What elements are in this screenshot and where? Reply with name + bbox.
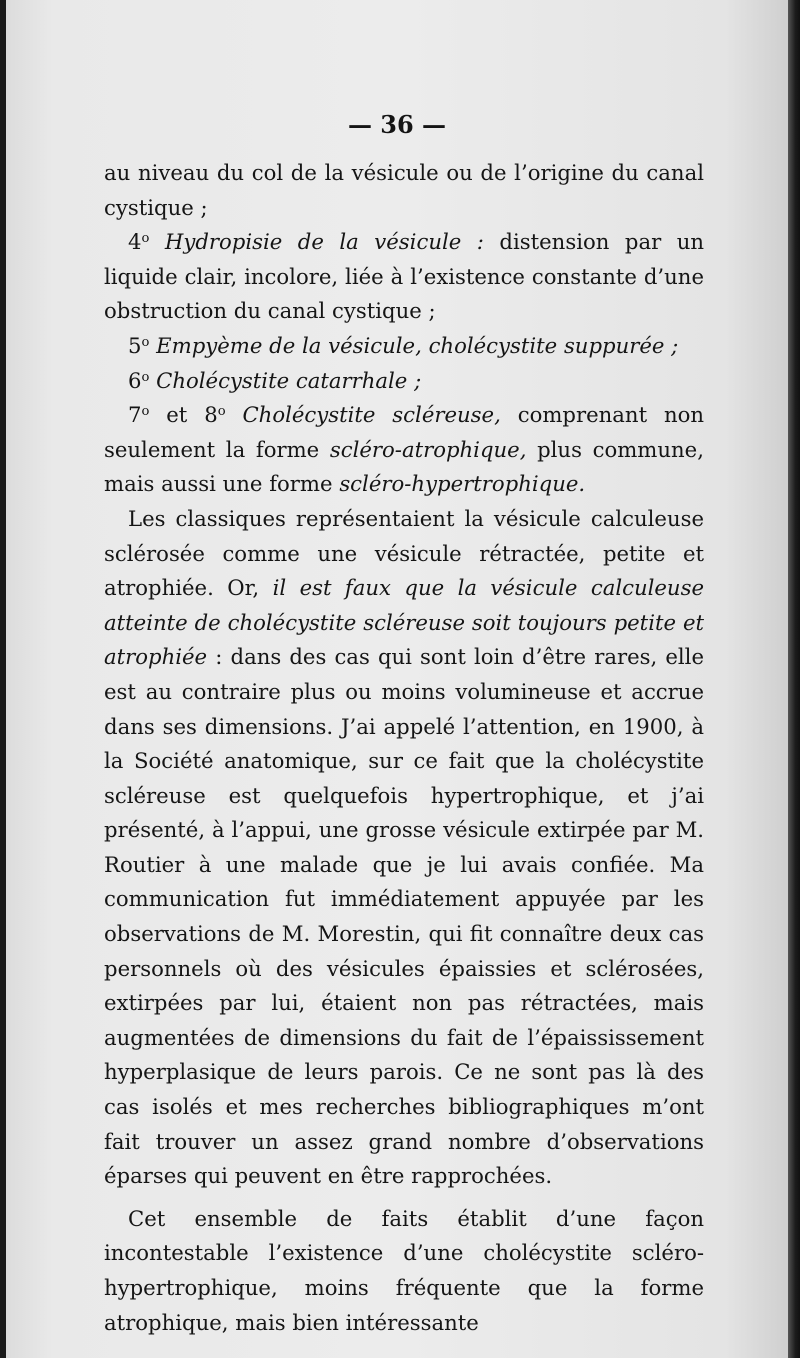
page-edge-shadow xyxy=(788,0,800,1358)
item-6-title: Cholécystite catarrhale ; xyxy=(156,367,422,393)
item-4-number: 4 xyxy=(128,229,142,255)
item-5-ordinal: o xyxy=(141,334,150,350)
item-4 xyxy=(104,225,704,329)
paragraph-classics xyxy=(104,502,704,1194)
continued-line: au niveau du col de la vésicule ou de l’origine du canal cystique ; xyxy=(104,160,704,220)
item-6-number: 6 xyxy=(128,367,142,393)
item-5-title: Empyème de la vésicule, cholécystite suppurée ; xyxy=(156,332,679,358)
book-page xyxy=(6,0,788,1358)
page-body xyxy=(104,156,704,1340)
item-7-8-italic-2: scléro-hypertrophique. xyxy=(339,471,586,497)
item-8-number: 8 xyxy=(204,402,218,428)
item-8-ordinal: o xyxy=(217,403,226,419)
classics-text-2: : dans des cas qui sont loin d’être rares, elle est au contraire plus ou moins volumineuse et accrue dans ses dimensions. J’ai appelé l’attention, en 1900, à la Société anatomique, sur ce fait que la cholécystite scléreuse est quelquefois hypertrophique, et j’ai présenté, à l’appui, une grosse vésicule extirpée par M. Routier à une malade que je lui avais confiée. Ma communication fut immédiatement appuyée par les observations de M. Morestin, qui fit connaître deux cas personnels où des vésicules épaissies et sclérosées, extirpées par lui, étaient non pas rétractées, mais augmentées de dimensions du fait de l’épaississement hyperplasique de leurs parois. Ce ne sont pas là des cas isolés et mes recherches bibliographiques m’ont fait trouver un assez grand nombre d’observations éparses qui peuvent en être rapprochées. xyxy=(104,644,704,1189)
item-7-8-title: Cholécystite scléreuse, xyxy=(242,402,501,428)
item-7-ordinal: o xyxy=(141,403,150,419)
paragraph-conclusion: Cet ensemble de faits établit d’une façon incontestable l’existence d’une cholécystite scléro-hypertrophique, moins fréquente que la forme atrophique, mais bien intéressante xyxy=(104,1205,704,1335)
item-6 xyxy=(104,364,704,399)
classics-text-1: Les classiques représentaient la vésicule calculeuse sclérosée comme une vésicule rétractée, petite et atrophiée. Or, xyxy=(104,505,704,601)
item-5-number: 5 xyxy=(128,332,142,358)
item-6-ordinal: o xyxy=(141,369,150,385)
item-7-8-text-1: comprenant non seulement la forme xyxy=(104,402,704,462)
page-number: — 36 — xyxy=(347,110,447,139)
item-7-8-italic-1: scléro-atrophique, xyxy=(329,436,527,462)
item-4-text: distension par un liquide clair, incolore, liée à l’existence constante d’une obstruction du canal cystique ; xyxy=(104,229,704,324)
item-4-ordinal: o xyxy=(141,230,150,246)
item-4-title: Hydropisie de la vésicule : xyxy=(164,229,484,255)
item-7-8 xyxy=(104,398,704,502)
item-5 xyxy=(104,329,704,364)
classics-italic: il est faux que la vésicule calculeuse atteinte de cholécystite scléreuse soit toujours petite et atrophiée xyxy=(104,575,704,670)
item-7-8-and: et xyxy=(166,402,188,428)
item-7-8-text-2: plus commune, mais aussi une forme xyxy=(104,436,704,497)
item-7-number: 7 xyxy=(128,402,142,428)
